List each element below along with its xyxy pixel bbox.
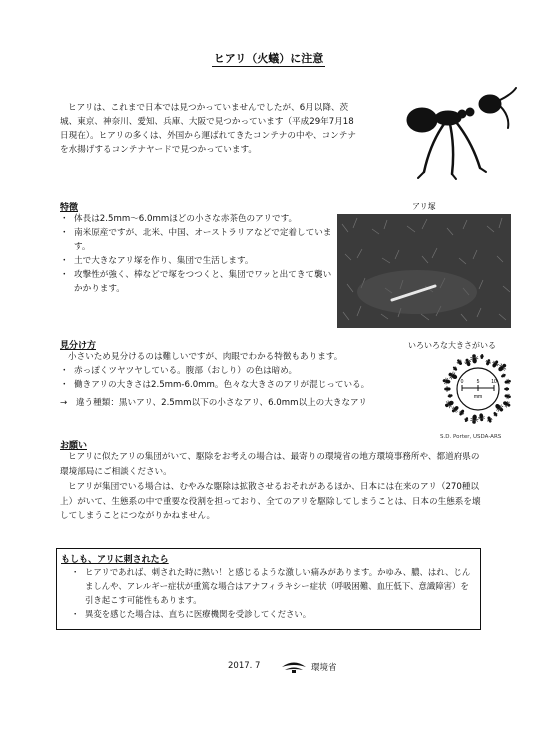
page-title	[0, 50, 537, 66]
identify-heading: 見分け方	[60, 341, 97, 351]
request-heading: お願い	[60, 441, 88, 451]
ant-silhouette	[445, 386, 451, 391]
intro-paragraph: ヒアリは、これまで日本では見つかっていませんでしたが、6月以降、茨城、東京、神奈川、愛知、兵庫、大阪で見つかっています（平成29年7月18日現在）。ヒアリの多くは、外国から運ばれてきたコンテナの中や、コンテナを水揚げするコンテナヤードで見つかっています。	[60, 103, 356, 155]
ant-silhouette	[450, 404, 460, 414]
ant-silhouette	[444, 399, 455, 410]
photo-credit: S.D. Porter, USDA-ARS	[440, 434, 502, 440]
ant-silhouette	[458, 409, 466, 417]
identify-note	[60, 396, 430, 410]
list-item: ・ 南米原産ですが、北米、中国、オーストラリアなどで定着しています。	[60, 226, 332, 254]
scale-unit-label: mm	[473, 394, 483, 400]
ant-silhouette	[491, 359, 500, 369]
features-heading: 特徴	[60, 203, 79, 213]
ant-silhouette	[464, 417, 469, 423]
list-item: ・ 土で大きなアリ塚を作り、集団で生活します。	[60, 254, 332, 268]
ant-silhouette	[486, 416, 493, 423]
identify-list	[60, 364, 420, 392]
ministry-logo-icon	[280, 658, 308, 674]
ant-size-scale-diagram	[432, 350, 524, 428]
ant-silhouette	[485, 359, 492, 366]
sting-advice-box	[56, 548, 481, 630]
sting-list	[71, 565, 471, 621]
ant-silhouette	[480, 354, 484, 359]
scale-tick-label: 10	[491, 379, 497, 385]
list-item: ・ 異変を感じた場合は、直ちに医療機関を受診してください。	[71, 607, 471, 621]
fire-ant-illustration	[400, 82, 520, 182]
ant-silhouette	[456, 358, 464, 366]
ant-silhouette	[504, 393, 511, 399]
ant-silhouette	[464, 358, 473, 367]
ant-silhouette	[496, 362, 508, 374]
ant-silhouette	[470, 414, 479, 424]
page-title-text: ヒアリ（火蟻）に注意	[213, 52, 324, 65]
arrow-icon: →	[60, 398, 68, 408]
ant-silhouette	[504, 378, 511, 384]
ant-silhouette	[447, 370, 458, 381]
sting-heading: もしも、アリに刺されたら	[61, 555, 169, 565]
list-item: ・ 働きアリの大きさは2.5mm-6.0mm。色々な大きさのアリが混じっている。	[60, 378, 420, 392]
identify-note-text: 違う種類：黒いアリ、2.5mm以下の小さなアリ、6.0mm以上の大きなアリ	[75, 398, 367, 408]
scale-tick-label: 0	[460, 379, 464, 385]
request-paragraph-2: ヒアリが集団でいる場合は、むやみな駆除は拡散させるおそれがあるほか、日本には在来のアリ（270種以上）がいて、生態系の中で重要な役割を担っており、全てのアリを駆除してしまうことは、日本の生態系を壊してしまうことにつながりかねません。	[60, 482, 481, 521]
ant-silhouette	[442, 377, 451, 385]
ant-silhouette	[493, 411, 499, 417]
list-item: ・ 赤っぽくツヤツヤしている。腹部（おしり）の色は暗め。	[60, 364, 420, 378]
features-list	[60, 212, 332, 296]
ant-silhouette	[452, 366, 458, 372]
list-item: ・ 攻撃性が強く、棒などで塚をつつくと、集団でワッと出てきて襲いかかります。	[60, 268, 332, 296]
ant-silhouette	[470, 354, 479, 364]
footer-date: 2017. 7	[228, 661, 261, 671]
ant-silhouette	[501, 373, 507, 379]
anthill-photo-label: アリ塚	[412, 202, 436, 211]
list-item: ・ ヒアリであれば、刺された時に熱い！と感じるような激しい痛みがあります。かゆみ、膿、はれ、じんましんや、アレルギー症状が重篤な場合はアナフィラキシー症状（呼吸困難、血圧低下、意識障害）を引き起こす可能性もあります。	[71, 565, 471, 607]
sizes-label: いろいろな大きさがいる	[408, 341, 496, 350]
ant-silhouette	[504, 387, 508, 391]
identify-lead: 小さいため見分けるのは難しいですが、肉眼でわかる特徴もあります。	[68, 352, 343, 362]
list-item: ・ 体長は2.5mm～6.0mmほどの小さな赤茶色のアリです。	[60, 212, 332, 226]
ant-silhouette	[478, 413, 485, 421]
anthill-photo	[337, 214, 511, 328]
request-paragraph-1: ヒアリに似たアリの集団がいて、駆除をお考えの場合は、最寄りの環境省の地方環境事務所や、都道府県の環境部局にご相談ください。	[60, 452, 480, 477]
footer-ministry: 環境省	[311, 663, 337, 673]
ant-silhouette	[447, 393, 452, 398]
ant-silhouette	[502, 400, 511, 409]
scale-tick-label: 5	[476, 379, 480, 385]
